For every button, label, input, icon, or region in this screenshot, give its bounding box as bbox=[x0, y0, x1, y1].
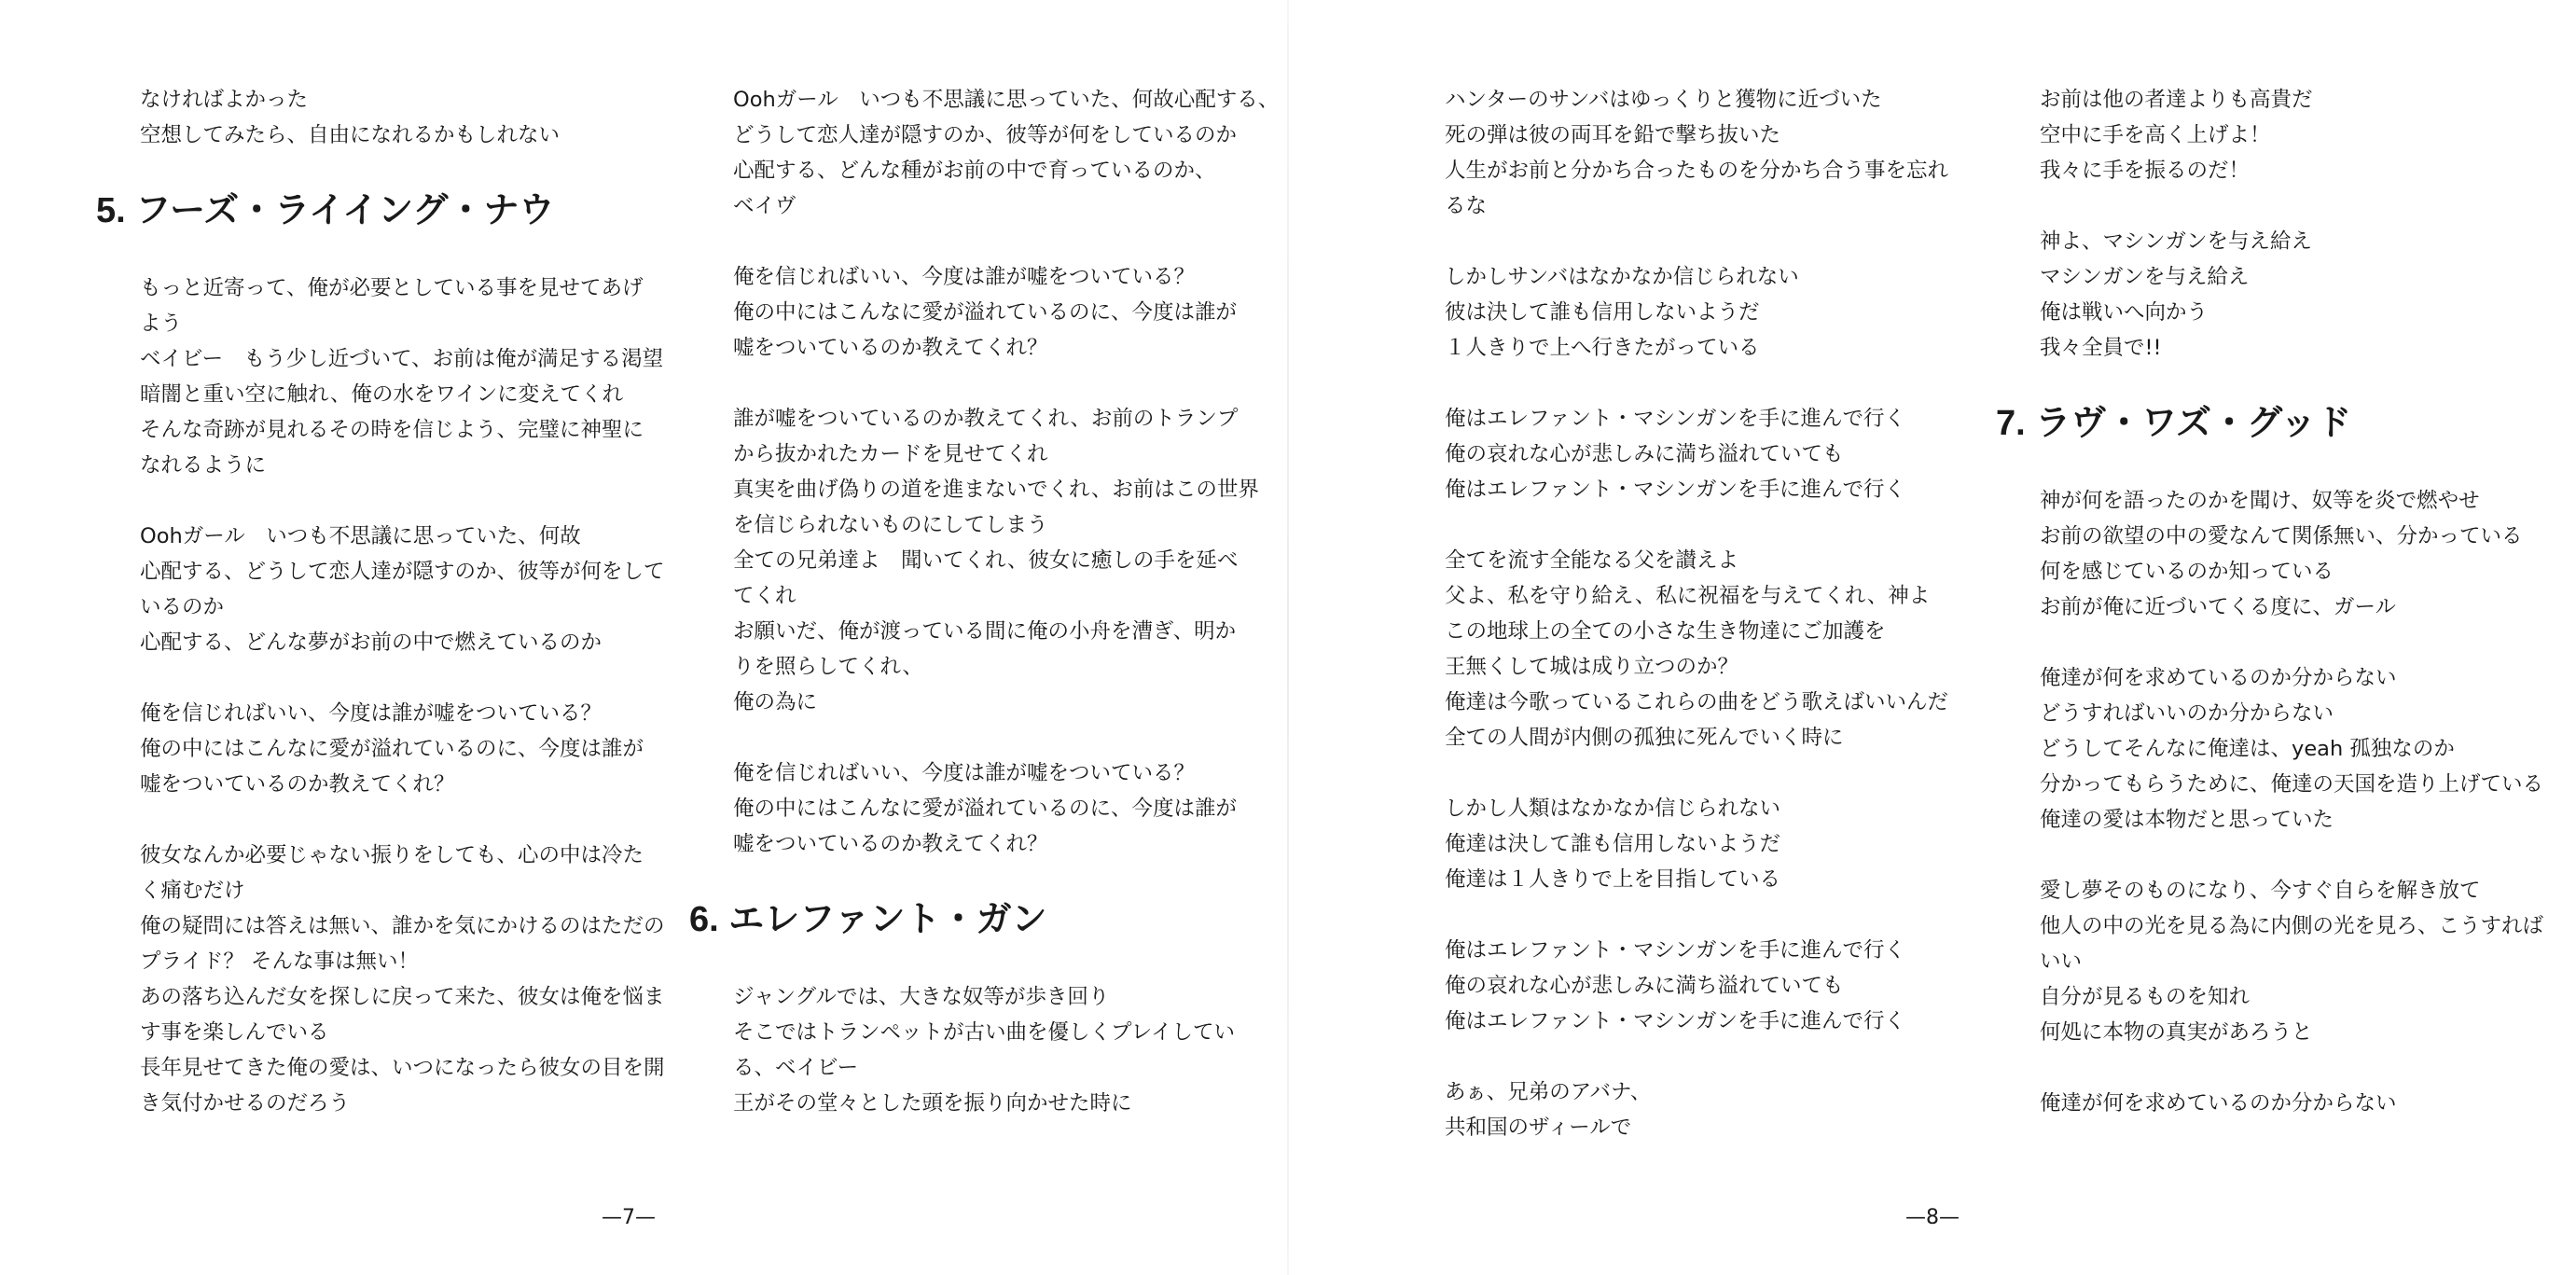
lyric-paragraph bbox=[733, 401, 1259, 720]
lyric-paragraph bbox=[1445, 791, 1967, 897]
lyric-line: 愛し夢そのものになり、今すぐ自らを解き放て bbox=[2040, 879, 2481, 903]
lyric-line: Oohガール いつも不思議に思っていた、何故 bbox=[140, 524, 581, 548]
lyric-line: ベイビー もう少し近づいて、お前は俺が満足する渇望 bbox=[140, 347, 664, 371]
lyric-paragraph bbox=[140, 519, 665, 660]
song-heading: 5. フーズ・ライイング・ナウ bbox=[96, 191, 555, 230]
lyric-line: お願いだ、俺が渡っている間に俺の小舟を漕ぎ、明か bbox=[733, 619, 1237, 644]
lyric-line: 心配する、どんな夢がお前の中で燃えているのか bbox=[140, 631, 602, 655]
lyric-line: なければよかった bbox=[140, 88, 309, 112]
lyric-line: 俺はエレファント・マシンガンを手に進んで行く bbox=[1445, 407, 1905, 431]
lyric-line: ベイヴ bbox=[733, 194, 796, 218]
lyric-line: 俺はエレファント・マシンガンを手に進んで行く bbox=[1445, 938, 1905, 963]
lyric-line: 何処に本物の真実があろうと bbox=[2040, 1020, 2313, 1045]
lyric-line: 俺達が何を求めているのか分からない bbox=[2040, 1091, 2397, 1116]
lyric-line: しかしサンバはなかなか信じられない bbox=[1445, 265, 1799, 289]
lyric-line: お前の欲望の中の愛なんて関係無い、分かっている bbox=[2040, 524, 2523, 548]
lyric-line: １人きりで上へ行きたがっている bbox=[1445, 336, 1760, 360]
lyric-paragraph bbox=[1445, 543, 1967, 755]
lyric-line: 俺達が何を求めているのか分からない bbox=[2040, 666, 2397, 690]
lyric-line: 真実を曲げ偽りの道を進まないでくれ、お前はこの世界 bbox=[733, 478, 1259, 502]
lyric-line: 俺を信じればいい、今度は誰が嘘をついている？ bbox=[733, 761, 1196, 785]
lyric-line: 空中に手を高く上げよ！ bbox=[2040, 123, 2271, 147]
lyric-line: 俺達は決して誰も信用しないようだ bbox=[1445, 832, 1781, 856]
lyric-line: 心配する、どんな種がお前の中で育っているのか、 bbox=[733, 159, 1216, 183]
lyric-line: く痛むだけ bbox=[140, 879, 245, 903]
lyric-line: き気付かせるのだろう bbox=[140, 1091, 351, 1116]
lyric-line: 俺達の愛は本物だと思っていた bbox=[2040, 808, 2334, 832]
lyric-line: 俺は戦いへ向かう bbox=[2040, 300, 2209, 325]
lyric-line: 神よ、マシンガンを与え給え bbox=[2040, 229, 2312, 254]
lyric-line: 空想してみたら、自由になれるかもしれない bbox=[140, 123, 561, 147]
lyric-line: 俺達は今歌っているこれらの曲をどう歌えばいいんだ bbox=[1445, 690, 1949, 714]
lyric-line: お前は他の者達よりも高貴だ bbox=[2040, 88, 2313, 112]
lyric-paragraph bbox=[733, 259, 1255, 366]
lyric-line: 自分が見るものを知れ bbox=[2040, 985, 2251, 1009]
lyric-line: 嘘をついているのか教えてくれ？ bbox=[733, 336, 1048, 360]
lyric-line: 誰が嘘をついているのか教えてくれ、お前のトランプ bbox=[733, 407, 1239, 431]
lyric-line: 嘘をついているのか教えてくれ？ bbox=[733, 832, 1048, 856]
column-2 bbox=[689, 82, 1280, 1121]
lyric-line: お前が俺に近づいてくる度に、ガール bbox=[2040, 595, 2397, 619]
lyric-line: あの落ち込んだ女を探しに戻って来た、彼女は俺を悩ま bbox=[140, 985, 665, 1009]
lyric-paragraph bbox=[2040, 483, 2562, 625]
lyric-line: 俺の中にはこんなに愛が溢れているのに、今度は誰が bbox=[733, 300, 1238, 325]
lyric-line: 俺はエレファント・マシンガンを手に進んで行く bbox=[1445, 478, 1905, 502]
lyric-paragraph bbox=[2040, 82, 2562, 188]
lyric-line: ハンターのサンバはゆっくりと獲物に近づいた bbox=[1445, 88, 1882, 112]
lyric-paragraph bbox=[2040, 1086, 2562, 1121]
lyric-line: 心配する、どうして恋人達が隠すのか、彼等が何をして bbox=[140, 560, 665, 584]
lyric-line: 分かってもらうために、俺達の天国を造り上げている bbox=[2040, 772, 2544, 797]
lyric-line: よう bbox=[140, 312, 183, 336]
lyric-line: しかし人類はなかなか信じられない bbox=[1445, 797, 1781, 821]
lyric-line: Oohガール いつも不思議に思っていた、何故心配する、 bbox=[733, 88, 1280, 112]
lyric-line: 俺を信じればいい、今度は誰が嘘をついている？ bbox=[140, 701, 602, 726]
lyric-paragraph bbox=[1445, 82, 1967, 224]
lyric-line: 俺を信じればいい、今度は誰が嘘をついている？ bbox=[733, 265, 1196, 289]
lyric-paragraph bbox=[1445, 259, 1967, 366]
lyric-paragraph bbox=[140, 270, 662, 483]
lyric-line: 俺の哀れな心が悲しみに満ち溢れていても bbox=[1445, 974, 1844, 998]
lyric-line: 我々に手を振るのだ！ bbox=[2040, 159, 2251, 183]
lyric-line: 王がその堂々とした頭を振り向かせた時に bbox=[733, 1091, 1132, 1116]
lyric-paragraph bbox=[1445, 401, 1967, 507]
lyric-line: プライド？ そんな事は無い！ bbox=[140, 949, 419, 974]
lyric-line: 王無くして城は成り立つのか？ bbox=[1445, 655, 1739, 679]
lyric-line: 俺はエレファント・マシンガンを手に進んで行く bbox=[1445, 1009, 1905, 1033]
lyric-line: 長年見せてきた俺の愛は、いつになったら彼女の目を開 bbox=[140, 1056, 665, 1080]
lyric-line: マシンガンを与え給え bbox=[2040, 265, 2250, 289]
lyric-line: 全ての人間が内側の孤独に死んでいく時に bbox=[1445, 726, 1844, 750]
lyric-line: 俺の為に bbox=[733, 690, 818, 714]
lyric-paragraph bbox=[140, 838, 665, 1121]
lyric-paragraph bbox=[2040, 873, 2562, 1050]
lyric-line: 暗闇と重い空に触れ、俺の水をワインに変えてくれ bbox=[140, 382, 624, 407]
lyric-paragraph bbox=[2040, 224, 2562, 366]
lyric-line: 父よ、私を守り給え、私に祝福を与えてくれ、神よ bbox=[1445, 584, 1931, 608]
lyric-paragraph bbox=[1445, 933, 1967, 1039]
lyric-paragraph bbox=[140, 696, 662, 802]
lyric-line: 俺の中にはこんなに愛が溢れているのに、今度は誰が bbox=[733, 797, 1238, 821]
lyric-line: 何を感じているのか知っている bbox=[2040, 560, 2334, 584]
lyric-line: そこではトランペットが古い曲を優しくプレイしてい bbox=[733, 1020, 1235, 1045]
lyric-line: どうすればいいのか分からない bbox=[2040, 701, 2334, 726]
lyric-line: 俺の疑問には答えは無い、誰かを気にかけるのはただの bbox=[140, 914, 665, 938]
lyric-paragraph bbox=[2040, 660, 2562, 838]
column-4 bbox=[1996, 82, 2562, 1121]
lyric-paragraph bbox=[733, 979, 1255, 1121]
lyric-line: どうして恋人達が隠すのか、彼等が何をしているのか bbox=[733, 123, 1238, 147]
lyric-line: ジャングルでは、大きな奴等が歩き回り bbox=[733, 985, 1110, 1009]
lyric-line: 彼は決して誰も信用しないようだ bbox=[1445, 300, 1760, 325]
lyric-line: なれるように bbox=[140, 453, 267, 478]
lyric-line: もっと近寄って、俺が必要としている事を見せてあげ bbox=[140, 276, 644, 300]
lyric-paragraph bbox=[733, 82, 1280, 224]
lyric-line: 彼女なんか必要じゃない振りをしても、心の中は冷た bbox=[140, 843, 644, 867]
lyric-line: るな bbox=[1445, 194, 1488, 218]
lyric-line: この地球上の全ての小さな生き物達にご加護を bbox=[1445, 619, 1886, 644]
lyric-line: 俺達は１人きりで上を目指している bbox=[1445, 867, 1781, 892]
lyric-line: 俺の中にはこんなに愛が溢れているのに、今度は誰が bbox=[140, 737, 644, 761]
page-number-right: —8— bbox=[1905, 1206, 1960, 1229]
lyric-line: りを照らしてくれ、 bbox=[733, 655, 923, 679]
song-heading: 6. エレファント・ガン bbox=[689, 900, 1047, 939]
column-3 bbox=[1445, 82, 1967, 1145]
lyric-line: いるのか bbox=[140, 595, 225, 619]
lyric-paragraph bbox=[733, 755, 1255, 862]
lyric-line: いい bbox=[2040, 949, 2083, 974]
lyric-line: 俺の哀れな心が悲しみに満ち溢れていても bbox=[1445, 442, 1844, 466]
lyric-line: す事を楽しんでいる bbox=[140, 1020, 329, 1045]
lyric-line: から抜かれたカードを見せてくれ bbox=[733, 442, 1048, 466]
page-number-left: —7— bbox=[602, 1206, 656, 1229]
lyric-line: てくれ bbox=[733, 584, 796, 608]
lyric-line: 共和国のザィールで bbox=[1445, 1116, 1632, 1140]
lyric-line: を信じられないものにしてしまう bbox=[733, 513, 1048, 537]
lyric-paragraph bbox=[140, 82, 662, 153]
lyric-paragraph bbox=[1445, 1074, 1967, 1145]
lyric-line: 嘘をついているのか教えてくれ？ bbox=[140, 772, 455, 797]
page-spine bbox=[1287, 0, 1289, 1275]
lyric-line: 他人の中の光を見る為に内側の光を見ろ、こうすれば bbox=[2040, 914, 2544, 938]
lyric-line: 我々全員で!! bbox=[2040, 336, 2162, 360]
lyric-line: る、ベイビー bbox=[733, 1056, 859, 1080]
lyric-line: 人生がお前と分かち合ったものを分かち合う事を忘れ bbox=[1445, 159, 1949, 183]
lyric-line: 神が何を語ったのかを聞け、奴等を炎で燃やせ bbox=[2040, 489, 2480, 513]
lyric-line: そんな奇跡が見れるその時を信じよう、完璧に神聖に bbox=[140, 418, 644, 442]
song-heading: 7. ラヴ・ワズ・グッド bbox=[1996, 404, 2352, 443]
lyric-line: あぁ、兄弟のアバナ、 bbox=[1445, 1080, 1652, 1104]
column-1 bbox=[96, 82, 665, 1121]
lyric-line: 全てを流す全能なる父を讃えよ bbox=[1445, 548, 1739, 573]
lyric-line: 死の弾は彼の両耳を鉛で撃ち抜いた bbox=[1445, 123, 1781, 147]
lyric-line: どうしてそんなに俺達は、yeah 孤独なのか bbox=[2040, 737, 2455, 761]
lyric-line: 全ての兄弟達よ 聞いてくれ、彼女に癒しの手を延べ bbox=[733, 548, 1239, 573]
